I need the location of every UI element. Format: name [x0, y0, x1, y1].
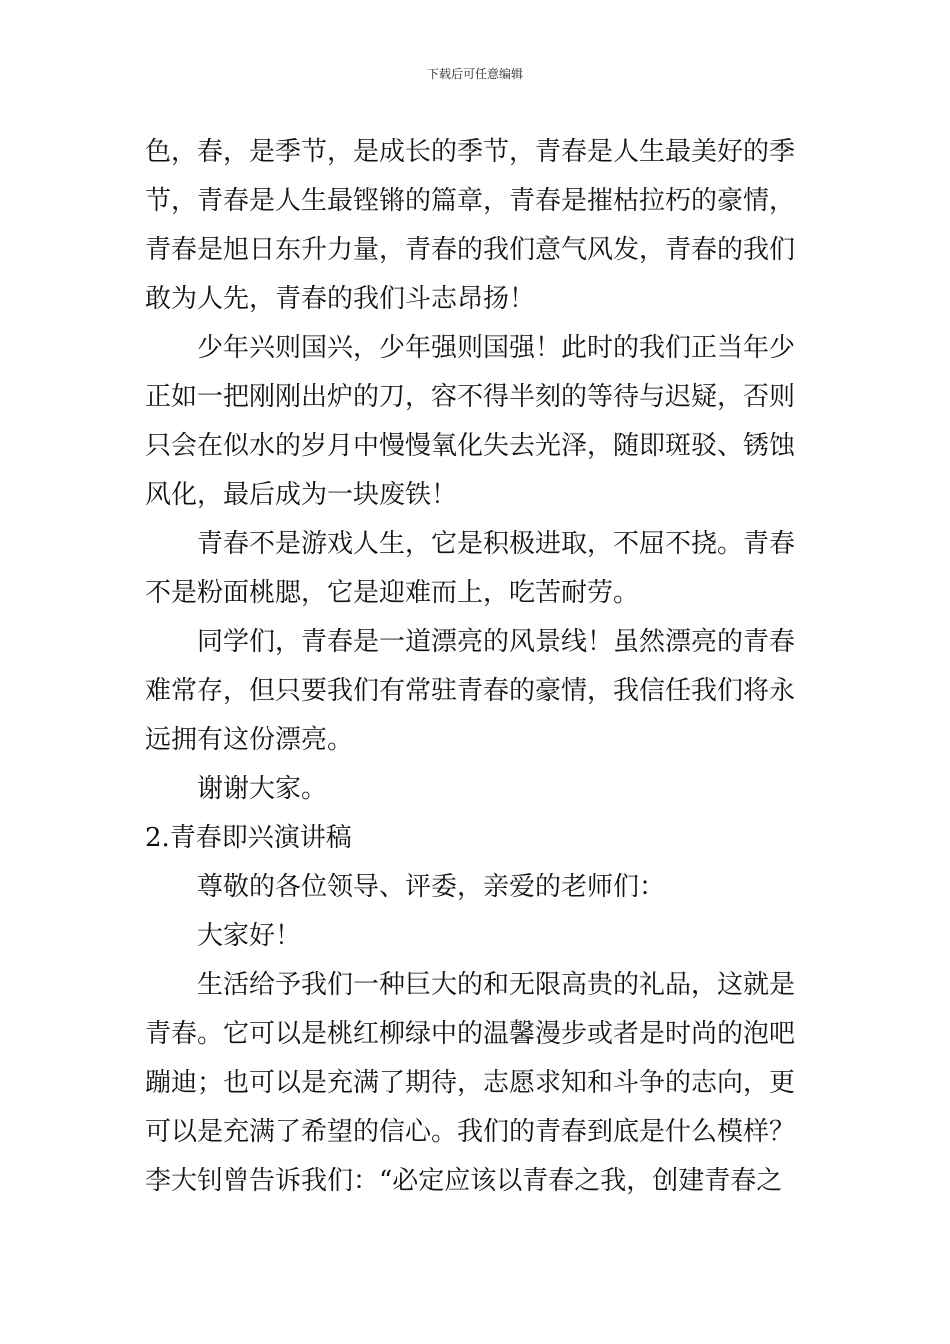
- text-line: 风化，最后成为一块废铁！: [145, 480, 458, 510]
- paragraph-start-line: 青春不是游戏人生，它是积极进取，不屈不挠。青春: [197, 529, 796, 559]
- greeting-line: 大家好！: [197, 921, 302, 951]
- text-line: 节，青春是人生最铿锵的篇章，青春是摧枯拉朽的豪情，: [145, 186, 796, 216]
- page-header: 下载后可任意编辑: [426, 67, 523, 81]
- paragraph-start-line: 生活给予我们一种巨大的和无限高贵的礼品，这就是: [197, 970, 796, 1000]
- text-line: 蹦迪；也可以是充满了期待，志愿求知和斗争的志向，更: [145, 1068, 796, 1098]
- text-line: 可以是充满了希望的信心。我们的青春到底是什么模样？: [145, 1117, 796, 1147]
- document-body: [145, 128, 815, 1206]
- text-line: 青春是旭日东升力量，青春的我们意气风发，青春的我们: [145, 235, 796, 265]
- text-line: 不是粉面桃腮，它是迎难而上，吃苦耐劳。: [145, 578, 640, 608]
- closing-line: 谢谢大家。: [197, 774, 328, 804]
- text-line: 正如一把刚刚出炉的刀，容不得半刻的等待与迟疑，否则: [145, 382, 796, 412]
- text-line: 青春。它可以是桃红柳绿中的温馨漫步或者是时尚的泡吧: [145, 1019, 796, 1049]
- text-line: 只会在似水的岁月中慢慢氧化失去光泽，随即斑驳、锈蚀: [145, 431, 796, 461]
- salutation-line: 尊敬的各位领导、评委，亲爱的老师们：: [197, 872, 666, 902]
- text-line: 难常存，但只要我们有常驻青春的豪情，我信任我们将永: [145, 676, 796, 706]
- paragraph-start-line: 同学们，青春是一道漂亮的风景线！虽然漂亮的青春: [197, 627, 796, 657]
- text-line: 色，春，是季节，是成长的季节，青春是人生最美好的季: [145, 137, 796, 167]
- text-line: 敢为人先，青春的我们斗志昂扬！: [145, 284, 536, 314]
- paragraph-start-line: 少年兴则国兴，少年强则国强！此时的我们正当年少: [197, 333, 796, 363]
- text-line: 远拥有这份漂亮。: [145, 725, 354, 755]
- section-heading: 2.青春即兴演讲稿: [145, 823, 352, 853]
- text-line: 李大钊曾告诉我们：“必定应该以青春之我，创建青春之: [145, 1166, 783, 1196]
